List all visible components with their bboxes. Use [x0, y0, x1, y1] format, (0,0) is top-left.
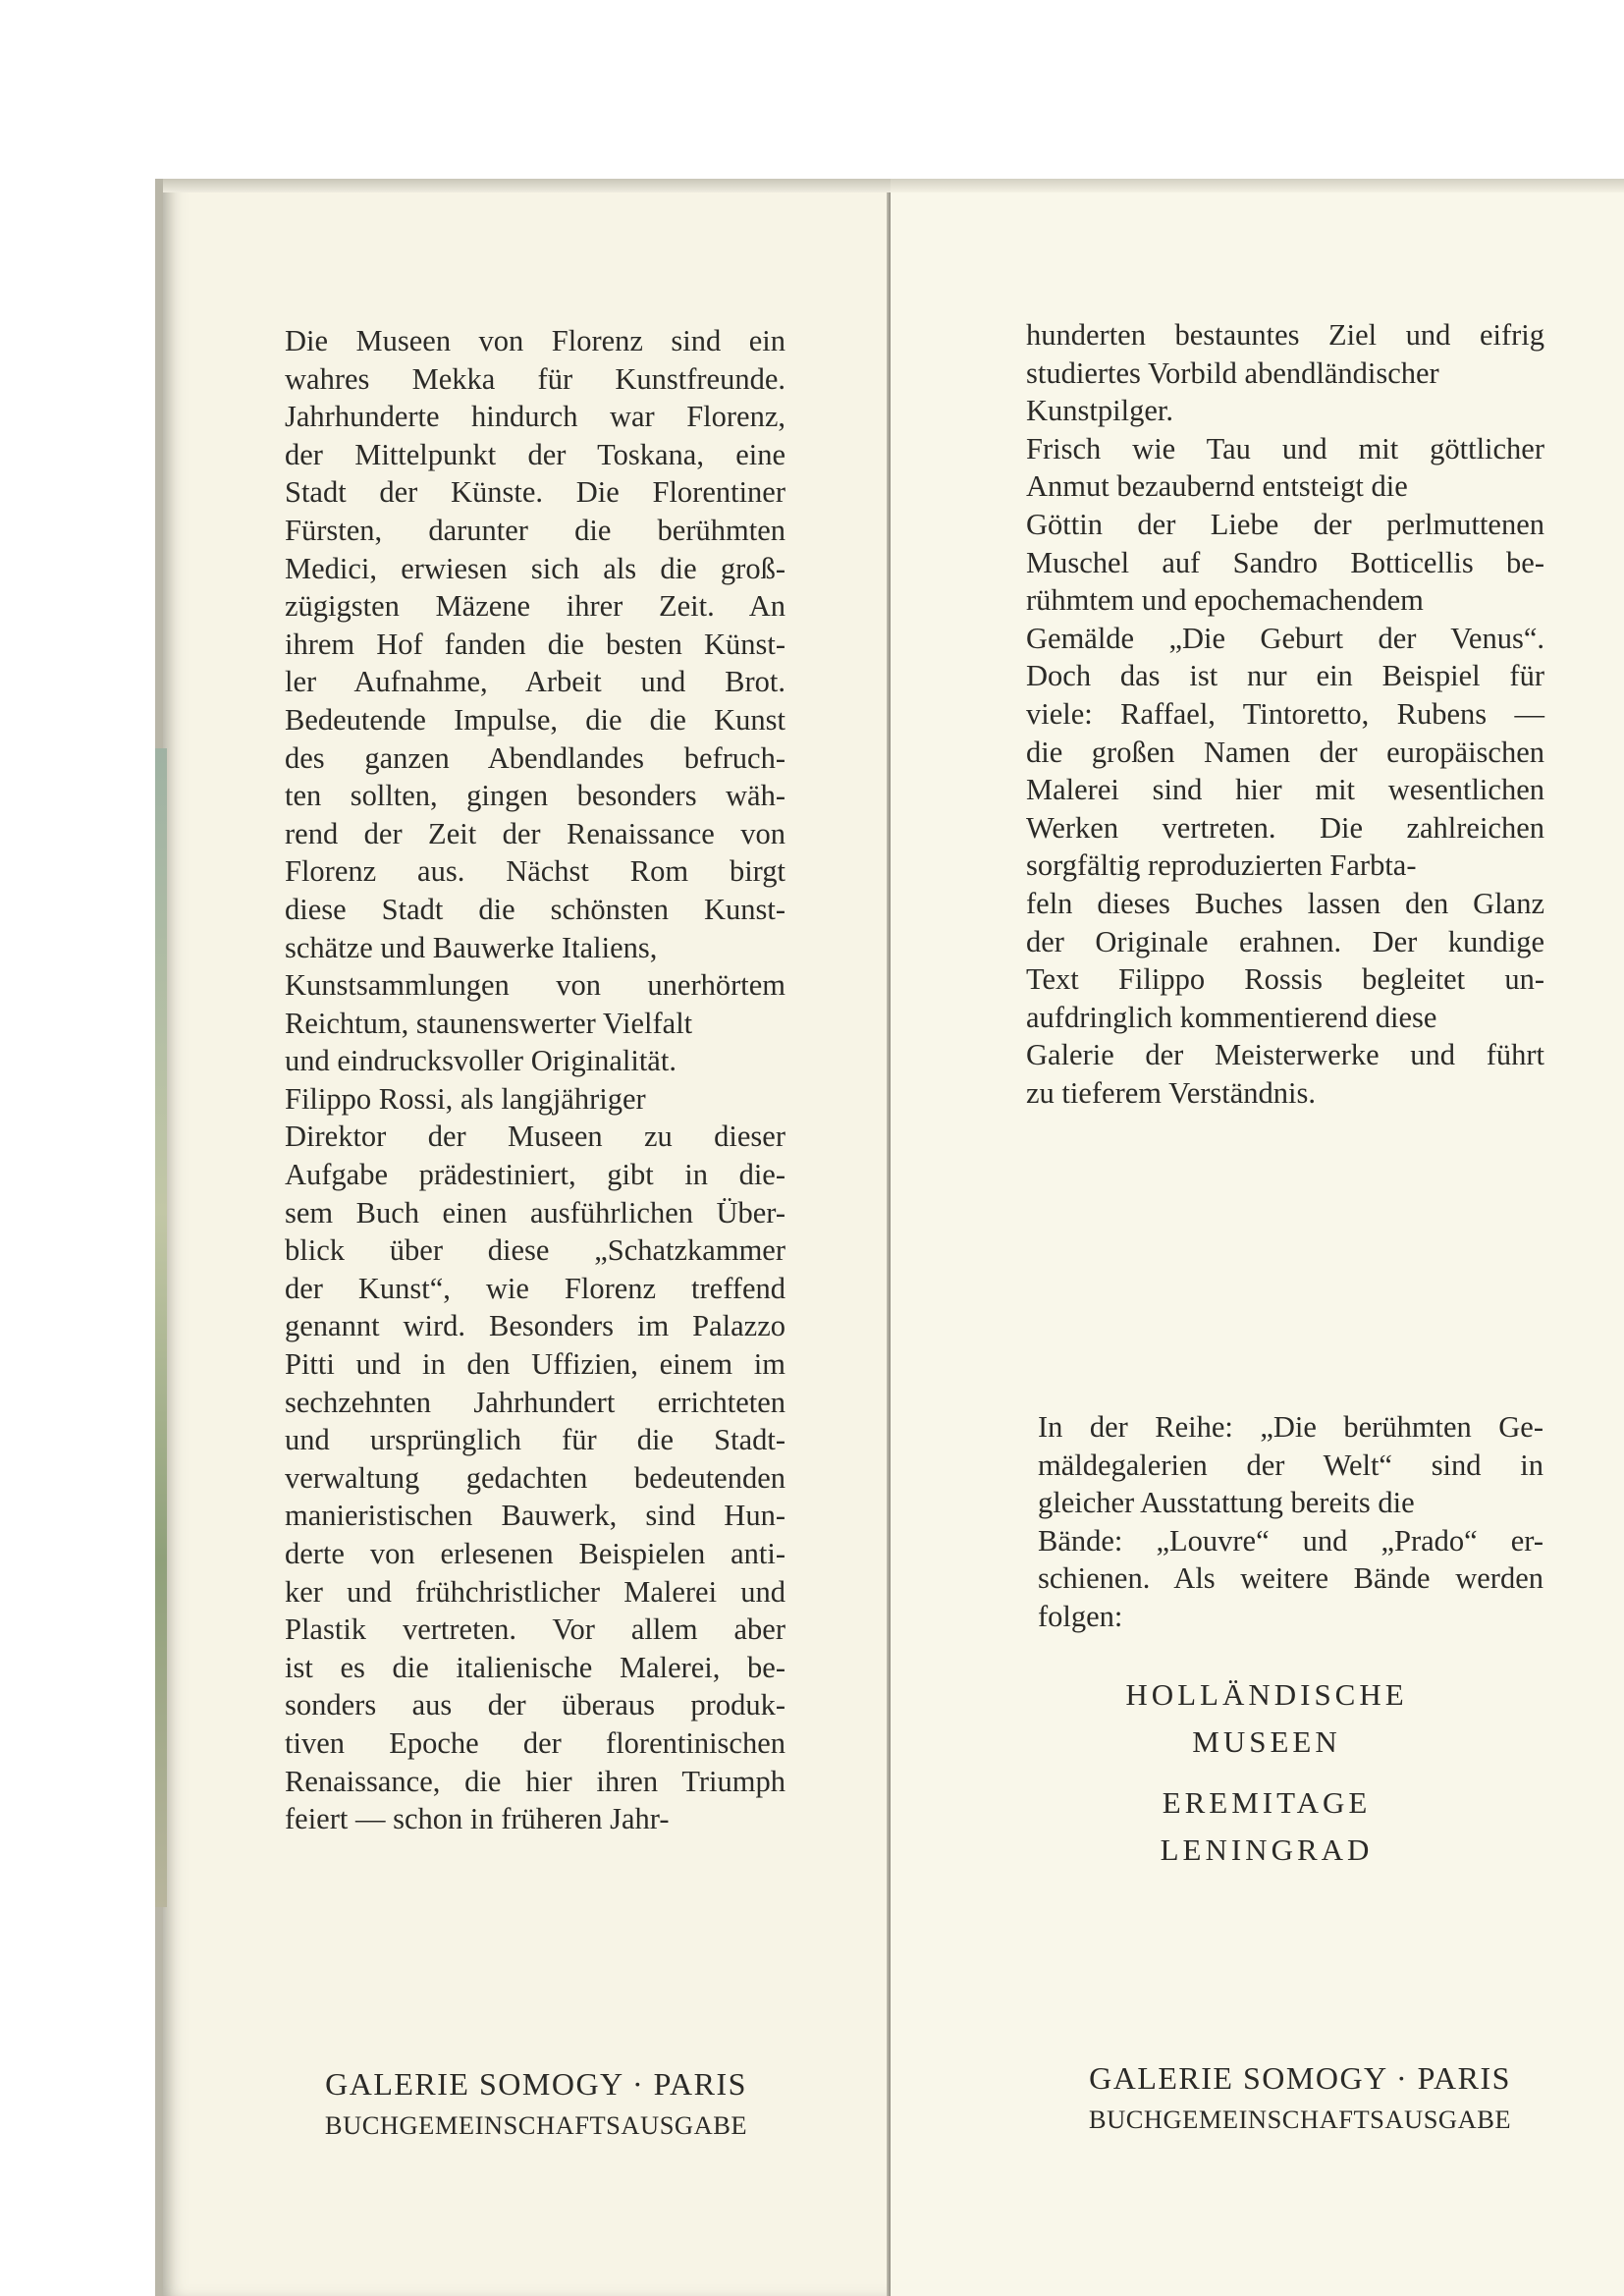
- text-line: zügigsten Mäzene ihrer Zeit. An: [285, 589, 785, 624]
- text-line: Florenz aus. Nächst Rom birgt: [285, 854, 785, 889]
- text-line: mäldegalerien der Welt“ sind in: [1038, 1448, 1543, 1482]
- text-line: Plastik vertreten. Vor allem aber: [285, 1613, 785, 1647]
- text-line: Bedeutende Impulse, die die Kunst: [285, 702, 785, 737]
- text-line: Doch das ist nur ein Beispiel für: [1026, 659, 1544, 693]
- text-line: genannt wird. Besonders im Palazzo: [285, 1309, 785, 1343]
- text-line: der Kunst“, wie Florenz treffend: [285, 1271, 785, 1305]
- text-line: wahres Mekka für Kunstfreunde.: [285, 361, 785, 396]
- text-line: ihrem Hof fanden die besten Künst-: [285, 627, 785, 661]
- text-line: Pitti und in den Uffizien, einem im: [285, 1347, 785, 1382]
- title-line: MUSEEN: [1192, 1724, 1341, 1759]
- text-line: Text Filippo Rossis begleitet un-: [1026, 962, 1544, 997]
- text-line: Kunstpilger.: [1026, 394, 1173, 428]
- text-line: Frisch wie Tau und mit göttlicher: [1026, 431, 1544, 465]
- text-line: hunderten bestauntes Ziel und eifrig: [1026, 318, 1544, 352]
- text-line: verwaltung gedachten bedeutenden: [285, 1460, 785, 1495]
- text-line: sechzehnten Jahrhundert errichteten: [285, 1385, 785, 1419]
- text-line: feln dieses Buches lassen den Glanz: [1026, 886, 1544, 920]
- text-line: Kunstsammlungen von unerhörtem: [285, 968, 785, 1003]
- text-line: Bände: „Louvre“ und „Prado“ er-: [1038, 1523, 1543, 1558]
- text-line: tiven Epoche der florentinischen: [285, 1725, 785, 1760]
- text-line: feiert — schon in früheren Jahr-: [285, 1802, 670, 1836]
- text-line: manieristischen Bauwerk, sind Hun-: [285, 1499, 785, 1533]
- text-line: ler Aufnahme, Arbeit und Brot.: [285, 665, 785, 699]
- text-line: In der Reihe: „Die berühmten Ge-: [1038, 1410, 1543, 1444]
- publisher-name: GALERIE SOMOGY · PARIS: [325, 2066, 747, 2102]
- text-line: aufdringlich kommentierend diese: [1026, 1000, 1437, 1034]
- text-line: und ursprünglich für die Stadt-: [285, 1423, 785, 1457]
- text-line: blick über diese „Schatzkammer: [285, 1233, 785, 1268]
- text-line: ten sollten, gingen besonders wäh-: [285, 779, 785, 813]
- text-line: rühmtem und epochemachendem: [1026, 583, 1424, 618]
- right-page-top-edge: [891, 179, 1624, 192]
- text-line: Renaissance, die hier ihren Triumph: [285, 1764, 785, 1798]
- left-page-top-edge: [163, 179, 894, 192]
- text-line: Werken vertreten. Die zahlreichen: [1026, 810, 1544, 845]
- series-note: [1038, 1408, 1543, 1636]
- text-line: Muschel auf Sandro Botticellis be-: [1026, 545, 1544, 579]
- left-body-text: [285, 322, 785, 1838]
- right-body-text: [1026, 316, 1544, 1112]
- text-line: und eindrucksvoller Originalität.: [285, 1044, 677, 1078]
- right-publisher-imprint: [1049, 2056, 1551, 2139]
- text-line: gleicher Ausstattung bereits die: [1038, 1486, 1415, 1520]
- text-line: zu tieferem Verständnis.: [1026, 1075, 1317, 1110]
- text-line: folgen:: [1038, 1599, 1123, 1633]
- text-line: Göttin der Liebe der perlmuttenen: [1026, 507, 1544, 541]
- edition-note: BUCHGEMEINSCHAFTSAUSGABE: [1088, 2105, 1512, 2134]
- text-line: sorgfältig reproduzierten Farbta-: [1026, 848, 1417, 883]
- text-line: Fürsten, darunter die berühmten: [285, 513, 785, 547]
- text-line: ist es die italienische Malerei, be-: [285, 1650, 785, 1684]
- text-line: diese Stadt die schönsten Kunst-: [285, 892, 785, 926]
- text-line: der Mittelpunkt der Toskana, eine: [285, 437, 785, 471]
- text-line: des ganzen Abendlandes befruch-: [285, 740, 785, 775]
- text-line: Direktor der Museen zu dieser: [285, 1120, 785, 1154]
- text-line: rend der Zeit der Renaissance von: [285, 816, 785, 850]
- text-line: Gemälde „Die Geburt der Venus“.: [1026, 621, 1544, 655]
- text-line: Filippo Rossi, als langjähriger: [285, 1081, 646, 1116]
- title-line: LENINGRAD: [1160, 1832, 1374, 1867]
- left-publisher-imprint: [285, 2062, 787, 2145]
- text-line: Jahrhunderte hindurch war Florenz,: [285, 400, 785, 434]
- publisher-name: GALERIE SOMOGY · PARIS: [1089, 2060, 1511, 2096]
- text-line: Reichtum, staunenswerter Vielfalt: [285, 1006, 693, 1040]
- title-line: EREMITAGE: [1162, 1785, 1372, 1820]
- text-line: Aufgabe prädestiniert, gibt in die-: [285, 1158, 785, 1192]
- text-line: schätze und Bauwerke Italiens,: [285, 930, 658, 964]
- text-line: viele: Raffael, Tintoretto, Rubens —: [1026, 696, 1544, 731]
- text-line: sonders aus der überaus produk-: [285, 1688, 785, 1722]
- spine-edge: [155, 748, 167, 1907]
- title-line: HOLLÄNDISCHE: [1125, 1677, 1408, 1712]
- text-line: ker und frühchristlicher Malerei und: [285, 1574, 785, 1609]
- text-line: Malerei sind hier mit wesentlichen: [1026, 773, 1544, 807]
- text-line: sem Buch einen ausführlichen Über-: [285, 1195, 785, 1230]
- text-line: Stadt der Künste. Die Florentiner: [285, 475, 785, 510]
- text-line: der Originale erahnen. Der kundige: [1026, 924, 1544, 958]
- text-line: die großen Namen der europäischen: [1026, 735, 1544, 769]
- text-line: Medici, erwiesen sich als die groß-: [285, 551, 785, 585]
- forthcoming-titles: [1080, 1671, 1453, 1874]
- text-line: schienen. Als weitere Bände werden: [1038, 1561, 1543, 1596]
- text-line: Anmut bezaubernd entsteigt die: [1026, 469, 1408, 504]
- text-line: Galerie der Meisterwerke und führt: [1026, 1038, 1544, 1072]
- edition-note: BUCHGEMEINSCHAFTSAUSGABE: [324, 2110, 748, 2140]
- text-line: derte von erlesenen Beispielen anti-: [285, 1537, 785, 1570]
- text-line: studiertes Vorbild abendländischer: [1026, 355, 1439, 390]
- text-line: Die Museen von Florenz sind ein: [285, 324, 785, 357]
